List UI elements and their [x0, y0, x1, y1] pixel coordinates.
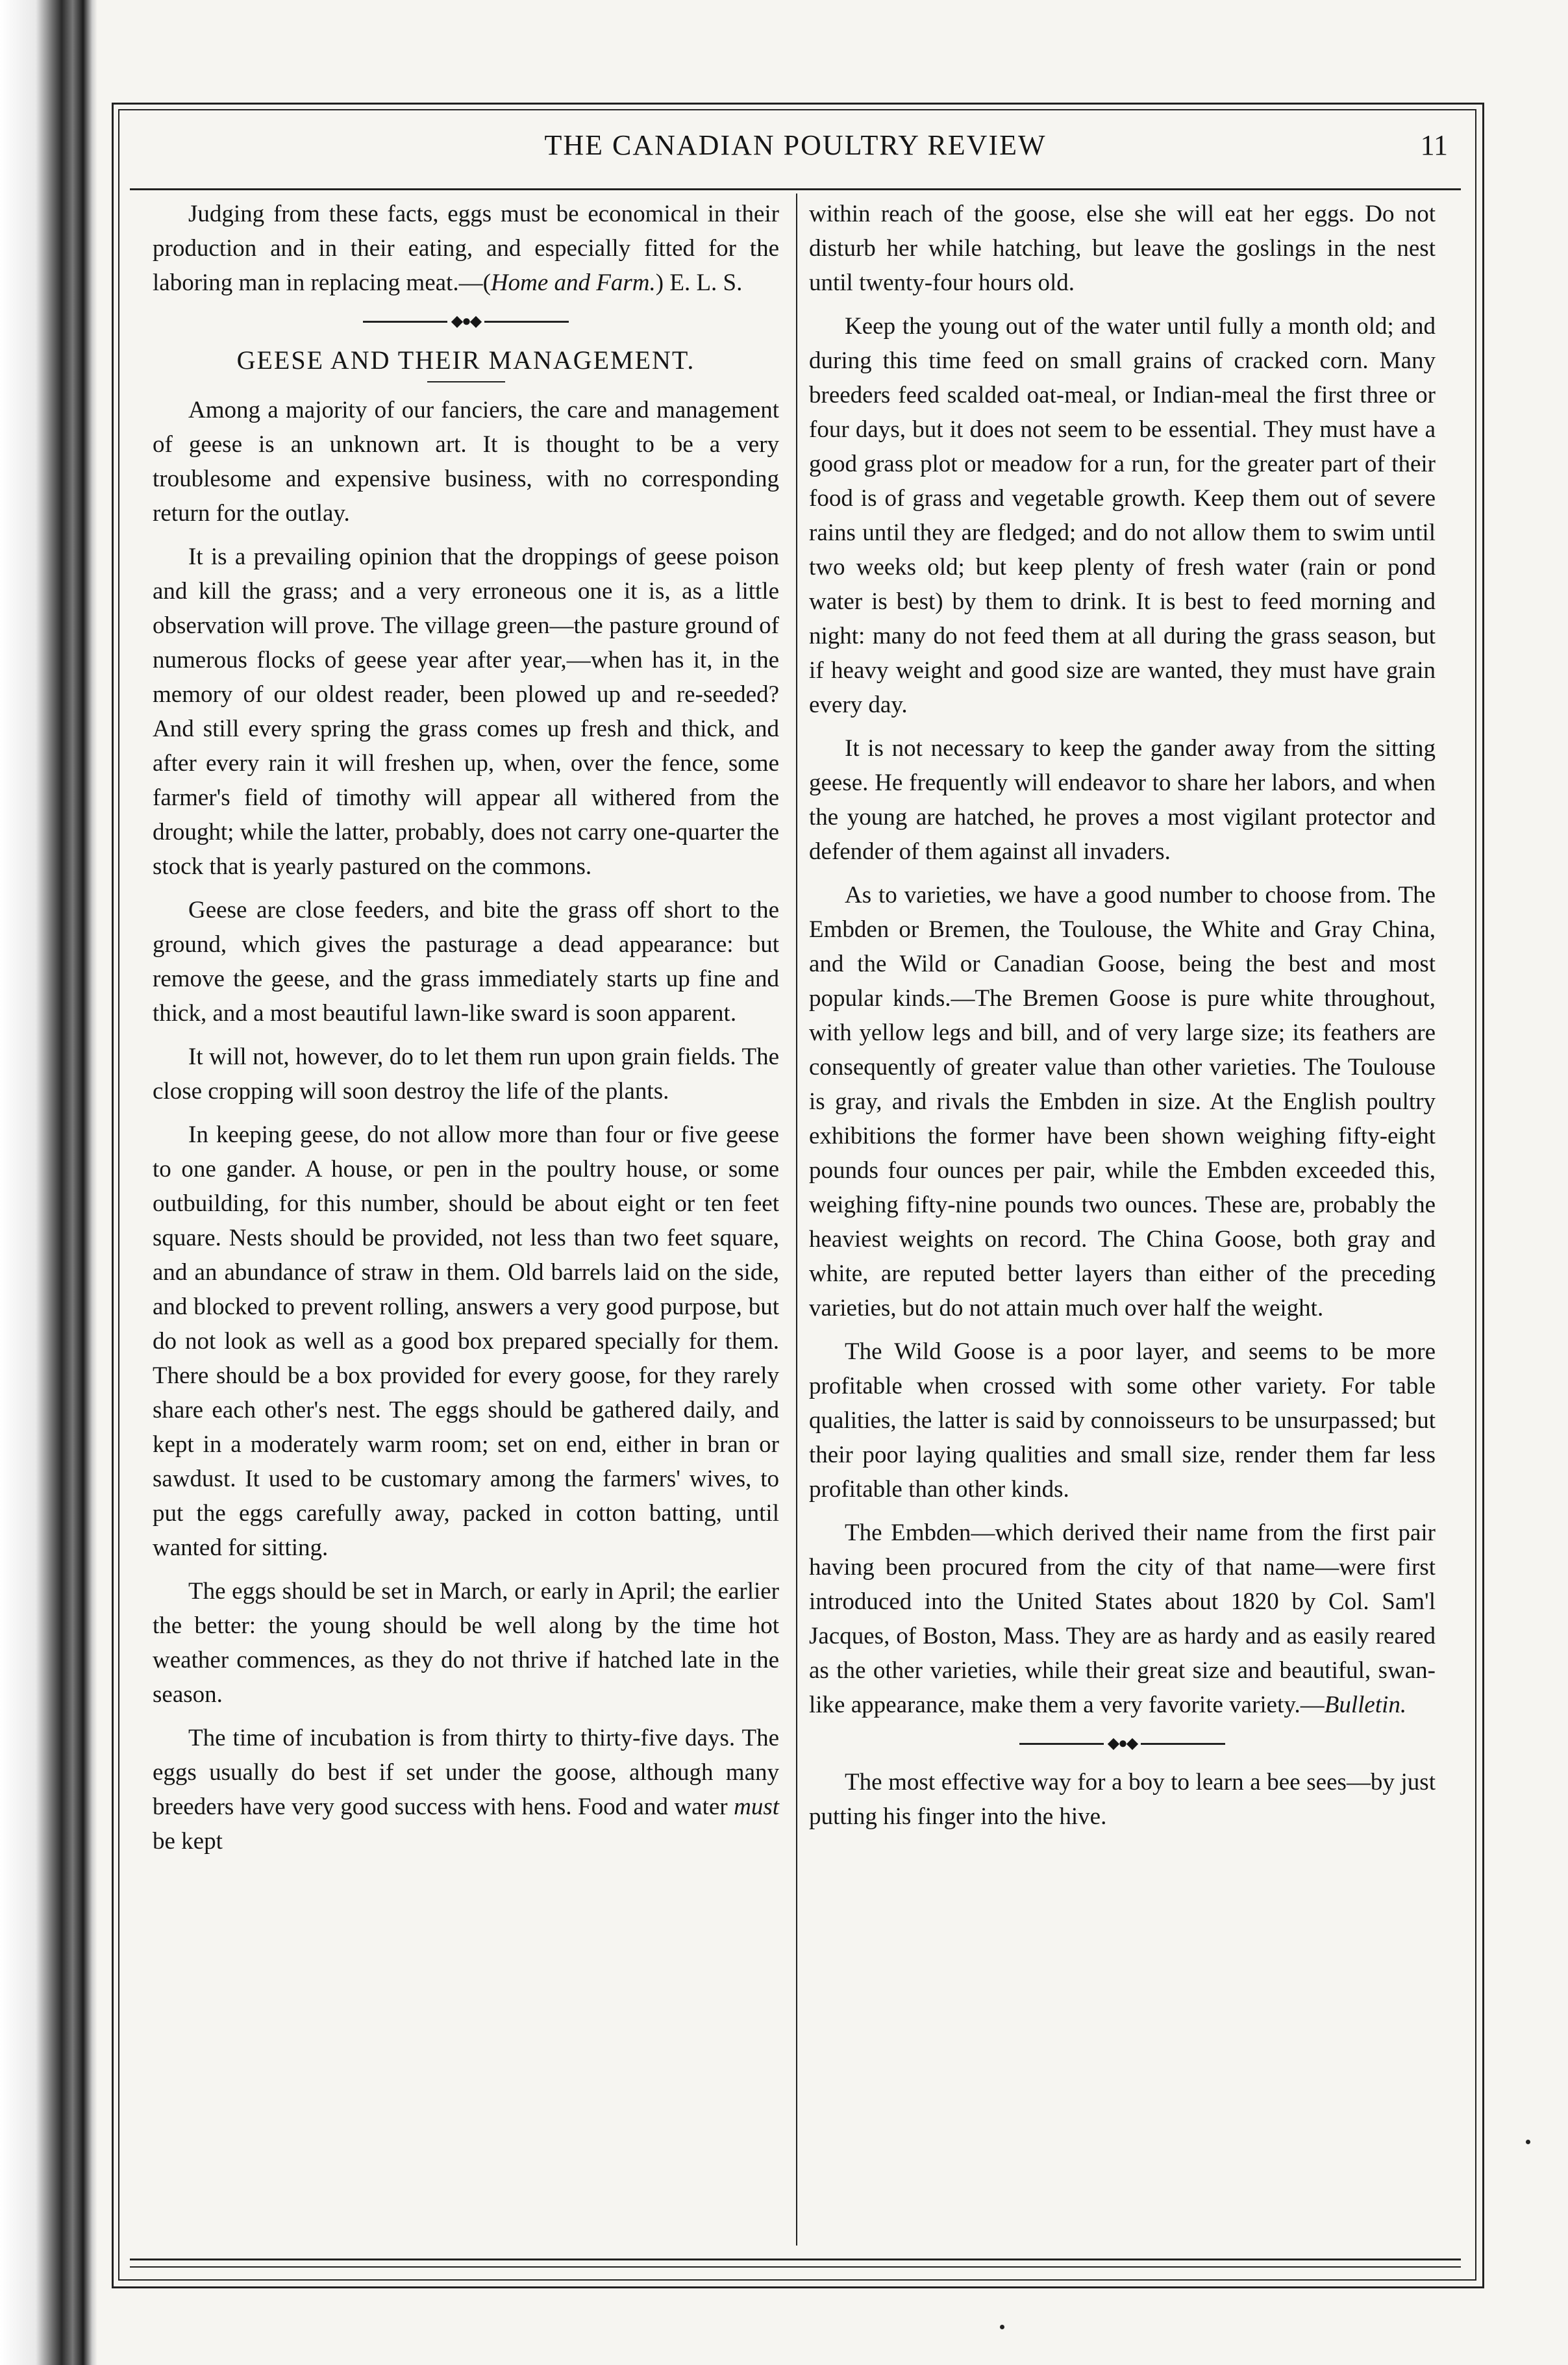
paragraph: As to varieties, we have a good number to choose from. The Embden or Bremen, the Toulouse, the White and Gray China, and the Wild or Canadian Goose, being the best and most popular kinds.—The Bremen Goose is pure white throughout, with yellow legs and bill, and of very large size; its feathers are consequently of greater value than other varieties. The Toulouse is gray, and rivals the Embden in size. At the English poultry exhibitions the former have been shown weighing fifty-eight pounds four ounces per pair, while the Embden exceeded this, weighing fifty-nine pounds two ounces. These are, probably the heaviest weights on record. The China Goose, both gray and white, are reputed better layers than either of the preceding varieties, but do not attain much over half the weight. [809, 882, 1436, 1321]
page-number: 11 [1420, 129, 1448, 161]
paragraph: The Wild Goose is a poor layer, and seems to be more profitable when crossed with some other variety. For table qualities, the latter is said by connoisseurs to be unsurpassed; but their poor laying qualities and small size, render them far less profitable than other kinds. [809, 1338, 1436, 1503]
title-rule [427, 381, 505, 382]
emphasis: must [734, 1794, 779, 1820]
section-ornament: ◆●◆ [153, 312, 779, 331]
header-rule [130, 188, 1461, 190]
footer-rule [130, 2259, 1461, 2260]
section-ornament: ◆●◆ [809, 1734, 1436, 1753]
column-divider [796, 194, 797, 2246]
paragraph: Geese are close feeders, and bite the grass off short to the ground, which gives the pasturage a dead appearance: but remove the geese, and the grass immediately starts up fine and thick, and a most beautiful lawn-like sward is soon apparent. [153, 897, 779, 1027]
source-citation: Bulletin. [1324, 1692, 1407, 1718]
book-binding-edge [0, 0, 97, 2365]
paragraph: The eggs should be set in March, or early in April; the earlier the better: the young should be well along by the time hot weather commences, as they do not thrive if hatched late in the season. [153, 1578, 779, 1708]
paragraph: The most effective way for a boy to learn a bee sees—by just putting his finger into the hive. [809, 1769, 1436, 1830]
running-header [130, 129, 1461, 174]
ink-speck [1000, 2325, 1004, 2329]
article-title: GEESE AND THEIR MANAGEMENT. [236, 345, 695, 375]
right-column [809, 197, 1436, 1843]
paragraph: The time of incubation is from thirty to thirty-five days. The eggs usually do best if set under the goose, although many breeders have very good success with hens. Food and water must be kept [153, 1725, 779, 1855]
paragraph: It is not necessary to keep the gander away from the sitting geese. He frequently will endeavor to share her labors, and when the young are hatched, he proves a most vigilant protector and defender of them against all invaders. [809, 735, 1436, 865]
source-citation: Home and Farm. [490, 269, 656, 296]
journal-title: THE CANADIAN POULTRY REVIEW [544, 129, 1047, 161]
paragraph: In keeping geese, do not allow more than four or five geese to one gander. A house, or pen in the poultry house, or some outbuilding, for this number, should be about eight or ten feet square. Nests should be provided, not less than two feet square, and an abundance of straw in them. Old barrels laid on the side, and blocked to prevent rolling, answers a very good purpose, but do not look as well as a good box prepared specially for them. There should be a box provided for every goose, for they rarely share each other's nest. The eggs should be gathered daily, and kept in a moderately warm room; set on end, either in bran or sawdust. It used to be customary among the farmers' wives, to put the eggs carefully away, packed in cotton batting, until wanted for sitting. [153, 1121, 779, 1561]
paragraph: The Embden—which derived their name from the first pair having been procured from the city of that name—were first introduced into the United States about 1820 by Col. Sam'l Jacques, of Boston, Mass. They are as hardy and as easily reared as the other varieties, while their great size and beautiful, swan-like appearance, make them a very favorite variety.—Bulletin. [809, 1520, 1436, 1718]
paragraph: within reach of the goose, else she will eat her eggs. Do not disturb her while hatching, but leave the goslings in the nest until twenty-four hours old. [809, 201, 1436, 296]
ink-speck [1526, 2140, 1530, 2144]
paragraph: It will not, however, do to let them run upon grain fields. The close cropping will soon destroy the life of the plants. [153, 1044, 779, 1105]
footer-rule [130, 2266, 1461, 2268]
paragraph: Keep the young out of the water until fully a month old; and during this time feed on small grains of cracked corn. Many breeders feed scalded oat-meal, or Indian-meal the first three or four days, but it does not seem to be essential. They must have a good grass plot or meadow for a run, for the greater part of their food is of grass and vegetable growth. Keep them out of severe rains until they are fledged; and do not allow them to swim until two weeks old; but keep plenty of fresh water (rain or pond water is best) by them to drink. It is best to feed morning and night: many do not feed them at all during the grass season, but if heavy weight and good size are wanted, they must have grain every day. [809, 313, 1436, 718]
paragraph: Judging from these facts, eggs must be economical in their production and in their eating, and especially fitted for the laboring man in replacing meat.—(Home and Farm.) E. L. S. [153, 201, 779, 296]
paragraph: Among a majority of our fanciers, the care and management of geese is an unknown art. It is thought to be a very troublesome and expensive business, with no corresponding return for the outlay. [153, 397, 779, 527]
left-column [153, 197, 779, 1868]
paragraph: It is a prevailing opinion that the droppings of geese poison and kill the grass; and a very erroneous one it is, as a little observation will prove. The village green—the pasture ground of numerous flocks of geese year after year,—when has it, in the memory of our oldest reader, been plowed up and re-seeded? And still every spring the grass comes up fresh and thick, and after every rain it will freshen up, when, over the fence, some farmer's field of timothy will appear all withered from the drought; while the latter, probably, does not carry one-quarter the stock that is yearly pastured on the commons. [153, 544, 779, 880]
